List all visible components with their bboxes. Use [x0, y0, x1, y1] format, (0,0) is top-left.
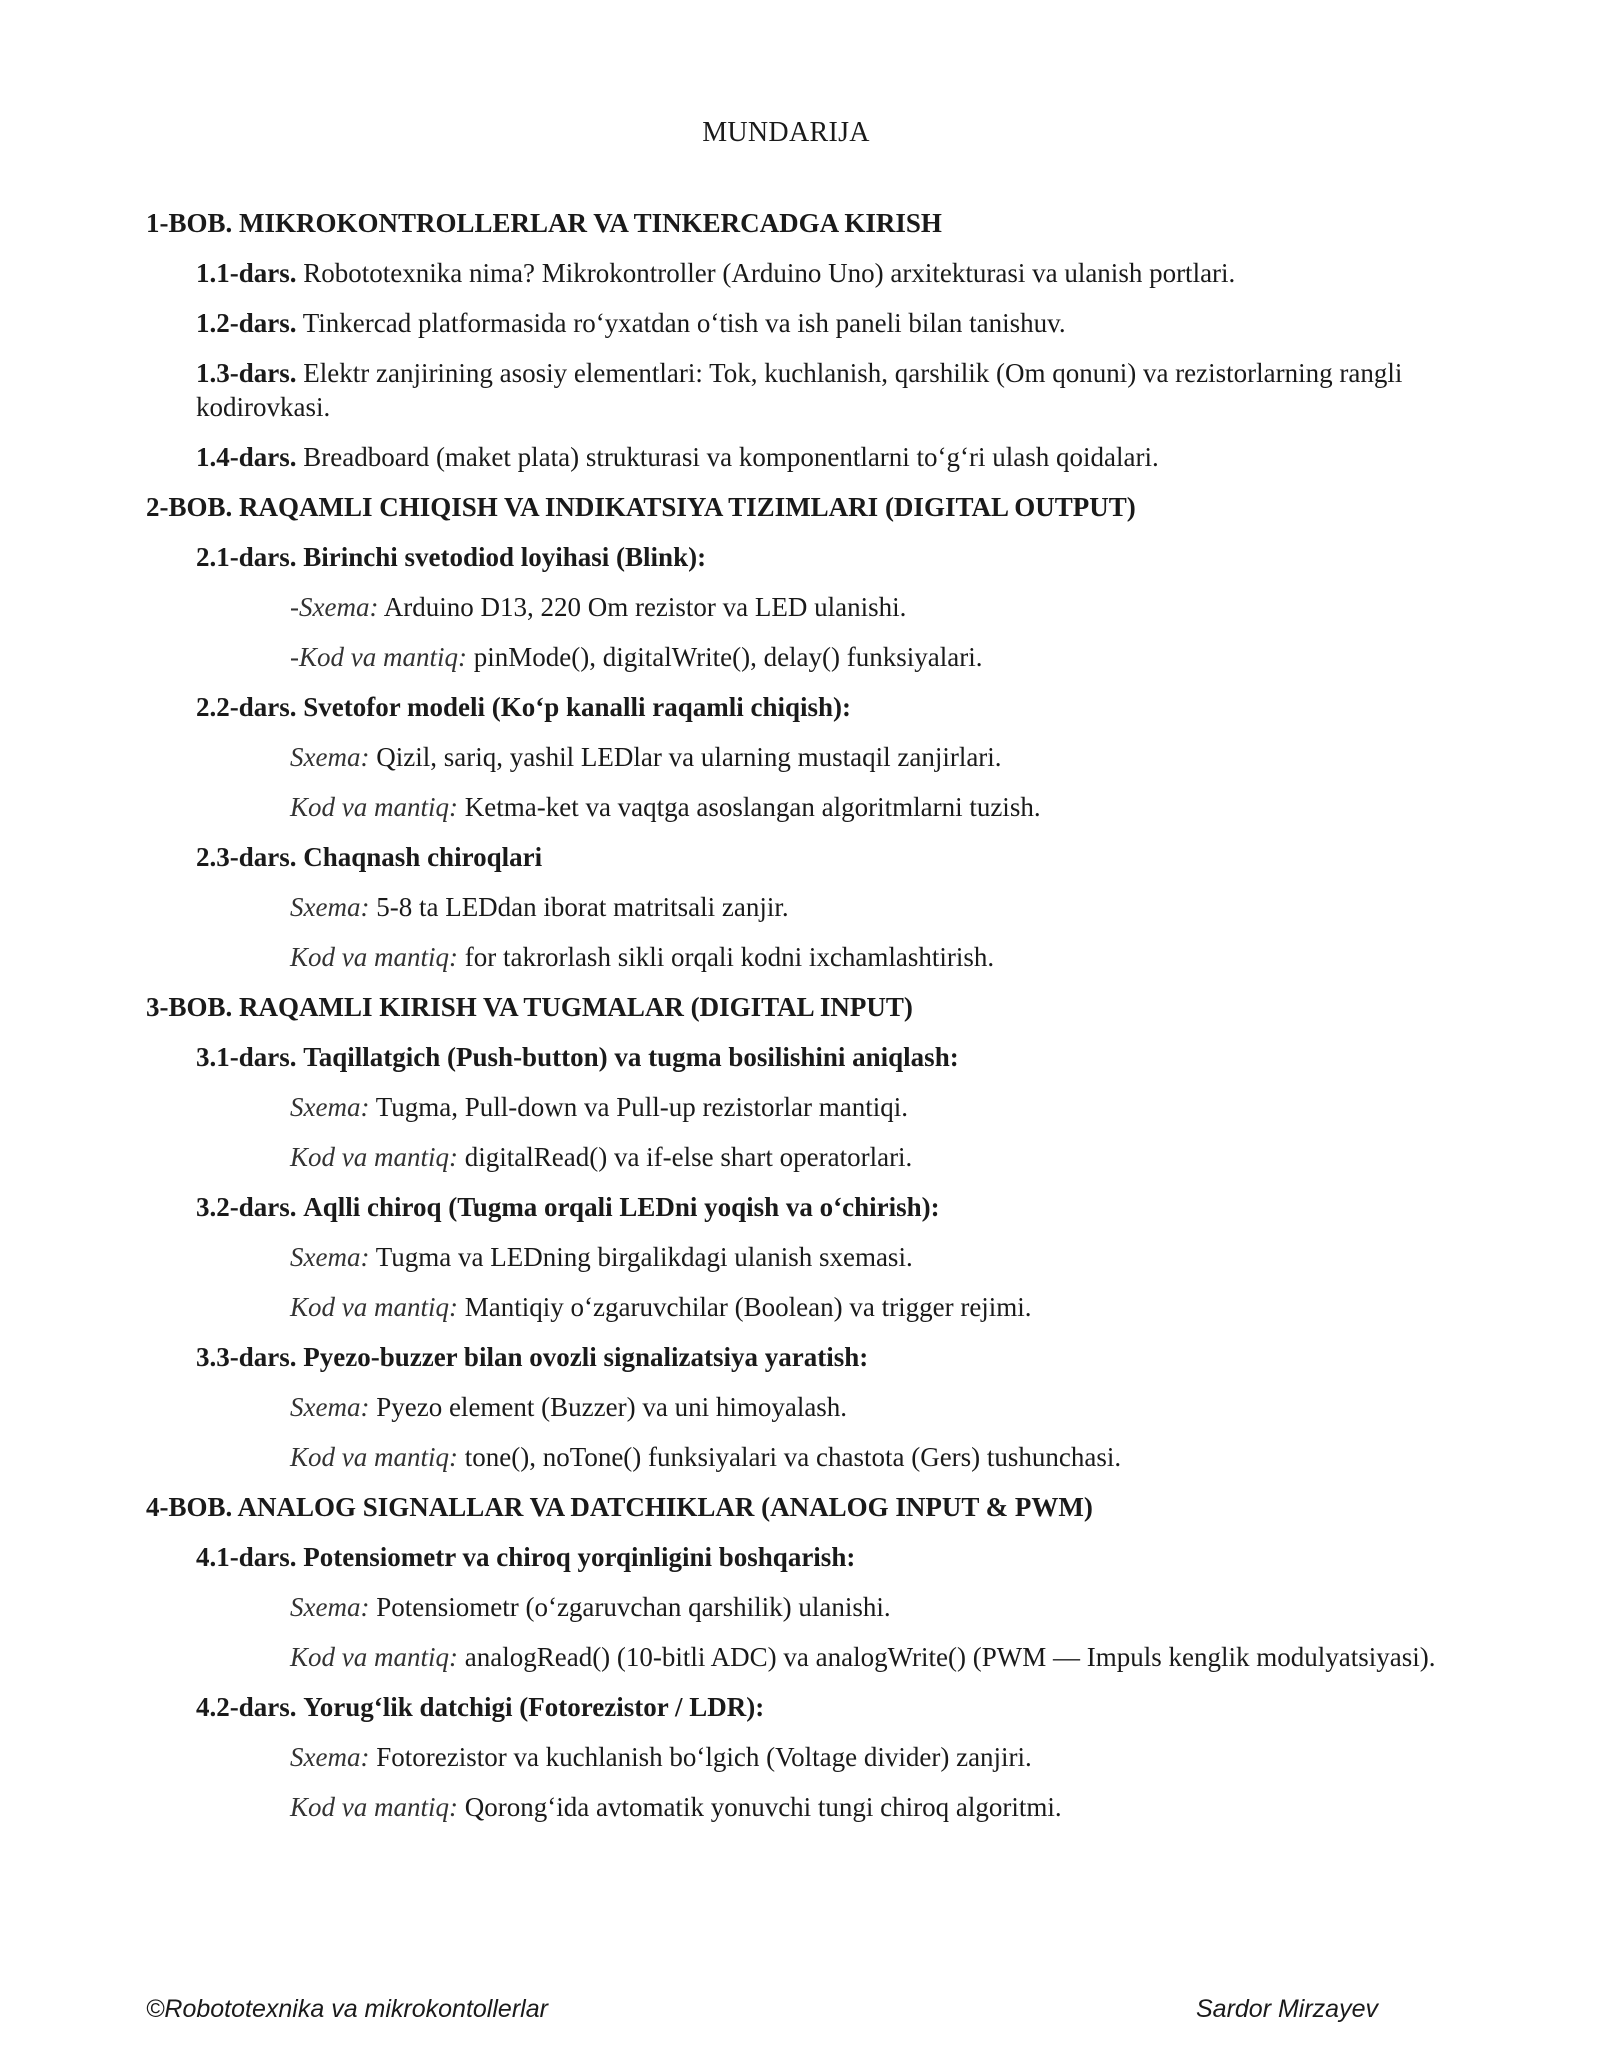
detail-label: Kod va mantiq: [290, 1142, 458, 1172]
lesson-number: 4.2-dars. [196, 1692, 297, 1722]
lesson-title: Potensiometr va chiroq yorqinligini boshqarish: [303, 1542, 856, 1572]
detail-text: 5-8 ta LEDdan iborat matritsali zanjir. [376, 892, 789, 922]
detail-label: Sxema: [290, 1092, 370, 1122]
lesson-number: 2.1-dars. [196, 542, 297, 572]
lesson-entry [146, 1540, 1446, 1574]
lesson-title: Pyezo-buzzer bilan ovozli signalizatsiya yaratish: [303, 1342, 869, 1372]
page-title: MUNDARIJA [702, 117, 870, 148]
chapter-heading: 4-BOB. ANALOG SIGNALLAR VA DATCHIKLAR (ANALOG INPUT & PWM) [146, 1492, 1093, 1522]
detail-label: Kod va mantiq: [290, 1442, 458, 1472]
lesson-entry [146, 356, 1446, 424]
lesson-entry [146, 1340, 1446, 1374]
lesson-number: 3.3-dars. [196, 1342, 297, 1372]
detail-label: Kod va mantiq: [290, 792, 458, 822]
detail-label: Sxema: [290, 1392, 370, 1422]
detail-text: Qorong‘ida avtomatik yonuvchi tungi chiroq algoritmi. [464, 1792, 1062, 1822]
detail-text: pinMode(), digitalWrite(), delay() funksiyalari. [473, 642, 983, 672]
lesson-entry [146, 256, 1446, 290]
lesson-number: 1.1-dars. [196, 258, 297, 288]
detail-label: -Sxema: [290, 592, 379, 622]
lesson-title: Aqlli chiroq (Tugma orqali LEDni yoqish va o‘chirish): [303, 1192, 940, 1222]
detail-label: Sxema: [290, 1742, 370, 1772]
lesson-entry [146, 1690, 1446, 1724]
detail-label: Sxema: [290, 1592, 370, 1622]
detail-text: tone(), noTone() funksiyalari va chastota (Gers) tushunchasi. [464, 1442, 1122, 1472]
lesson-number: 3.1-dars. [196, 1042, 297, 1072]
detail-label: Kod va mantiq: [290, 1642, 458, 1672]
lesson-detail [146, 890, 1440, 924]
lesson-title: Elektr zanjirining asosiy elementlari: Tok, kuchlanish, qarshilik (Om qonuni) va rezistorlarning rangli kodirovkasi. [196, 358, 1403, 422]
chapter-heading: 2-BOB. RAQAMLI CHIQISH VA INDIKATSIYA TIZIMLARI (DIGITAL OUTPUT) [146, 492, 1136, 522]
detail-text: Potensiometr (o‘zgaruvchan qarshilik) ulanishi. [376, 1592, 891, 1622]
lesson-detail [146, 790, 1440, 824]
detail-text: Arduino D13, 220 Om rezistor va LED ulanishi. [383, 592, 907, 622]
detail-text: Tugma va LEDning birgalikdagi ulanish sxemasi. [375, 1242, 913, 1272]
detail-text: analogRead() (10-bitli ADC) va analogWrite() (PWM — Impuls kenglik modulyatsiyasi). [464, 1642, 1436, 1672]
lesson-title: Breadboard (maket plata) strukturasi va komponentlarni to‘g‘ri ulash qoidalari. [303, 442, 1159, 472]
lesson-title: Birinchi svetodiod loyihasi (Blink): [303, 542, 707, 572]
lesson-entry [146, 540, 1446, 574]
lesson-entry [146, 690, 1446, 724]
lesson-entry [146, 1040, 1446, 1074]
lesson-detail [146, 1390, 1440, 1424]
lesson-detail [146, 640, 1440, 674]
detail-text: Ketma-ket va vaqtga asoslangan algoritmlarni tuzish. [464, 792, 1041, 822]
lesson-detail [146, 590, 1440, 624]
detail-label: Kod va mantiq: [290, 1792, 458, 1822]
lesson-number: 3.2-dars. [196, 1192, 297, 1222]
table-of-contents [146, 116, 1446, 1840]
detail-text: digitalRead() va if-else shart operatorlari. [464, 1142, 913, 1172]
lesson-detail [146, 940, 1440, 974]
lesson-title: Robototexnika nima? Mikrokontroller (Arduino Uno) arxitekturasi va ulanish portlari. [303, 258, 1236, 288]
detail-label: Kod va mantiq: [290, 1292, 458, 1322]
detail-label: Kod va mantiq: [290, 942, 458, 972]
lesson-detail [146, 1090, 1440, 1124]
lesson-number: 1.2-dars. [196, 308, 297, 338]
footer-copyright: ©Robototexnika va mikrokontollerlar [146, 1995, 548, 2023]
detail-label: -Kod va mantiq: [290, 642, 467, 672]
lesson-detail [146, 1240, 1440, 1274]
footer-author: Sardor Mirzayev [1196, 1995, 1378, 2023]
lesson-number: 1.4-dars. [196, 442, 297, 472]
lesson-detail [146, 1740, 1440, 1774]
detail-text: Qizil, sariq, yashil LEDlar va ularning mustaqil zanjirlari. [376, 742, 1002, 772]
lesson-number: 4.1-dars. [196, 1542, 297, 1572]
lesson-title: Svetofor modeli (Ko‘p kanalli raqamli chiqish): [303, 692, 852, 722]
lesson-detail [146, 1440, 1440, 1474]
detail-label: Sxema: [290, 1242, 370, 1272]
lesson-entry [146, 1190, 1446, 1224]
lesson-number: 1.3-dars. [196, 358, 297, 388]
detail-label: Sxema: [290, 892, 370, 922]
lesson-number: 2.2-dars. [196, 692, 297, 722]
lesson-title: Taqillatgich (Push-button) va tugma bosilishini aniqlash: [303, 1042, 959, 1072]
detail-text: Fotorezistor va kuchlanish bo‘lgich (Voltage divider) zanjiri. [376, 1742, 1032, 1772]
lesson-entry [146, 440, 1446, 474]
chapter-heading: 3-BOB. RAQAMLI KIRISH VA TUGMALAR (DIGITAL INPUT) [146, 992, 913, 1022]
lesson-detail [146, 1290, 1440, 1324]
detail-text: Pyezo element (Buzzer) va uni himoyalash. [376, 1392, 848, 1422]
lesson-detail [146, 1790, 1440, 1824]
lesson-entry [146, 306, 1446, 340]
lesson-title: Tinkercad platformasida ro‘yxatdan o‘tish va ish paneli bilan tanishuv. [302, 308, 1066, 338]
detail-text: Tugma, Pull-down va Pull-up rezistorlar mantiqi. [375, 1092, 908, 1122]
detail-text: for takrorlash sikli orqali kodni ixchamlashtirish. [464, 942, 995, 972]
lesson-number: 2.3-dars. [196, 842, 297, 872]
lesson-entry [146, 840, 1446, 874]
detail-text: Mantiqiy o‘zgaruvchilar (Boolean) va trigger rejimi. [464, 1292, 1032, 1322]
detail-label: Sxema: [290, 742, 370, 772]
lesson-detail [146, 1640, 1440, 1674]
lesson-detail [146, 1140, 1440, 1174]
lesson-detail [146, 1590, 1440, 1624]
lesson-title: Chaqnash chiroqlari [303, 842, 543, 872]
chapter-heading: 1-BOB. MIKROKONTROLLERLAR VA TINKERCADGA KIRISH [146, 208, 942, 238]
lesson-title: Yorug‘lik datchigi (Fotorezistor / LDR): [303, 1692, 765, 1722]
lesson-detail [146, 740, 1440, 774]
